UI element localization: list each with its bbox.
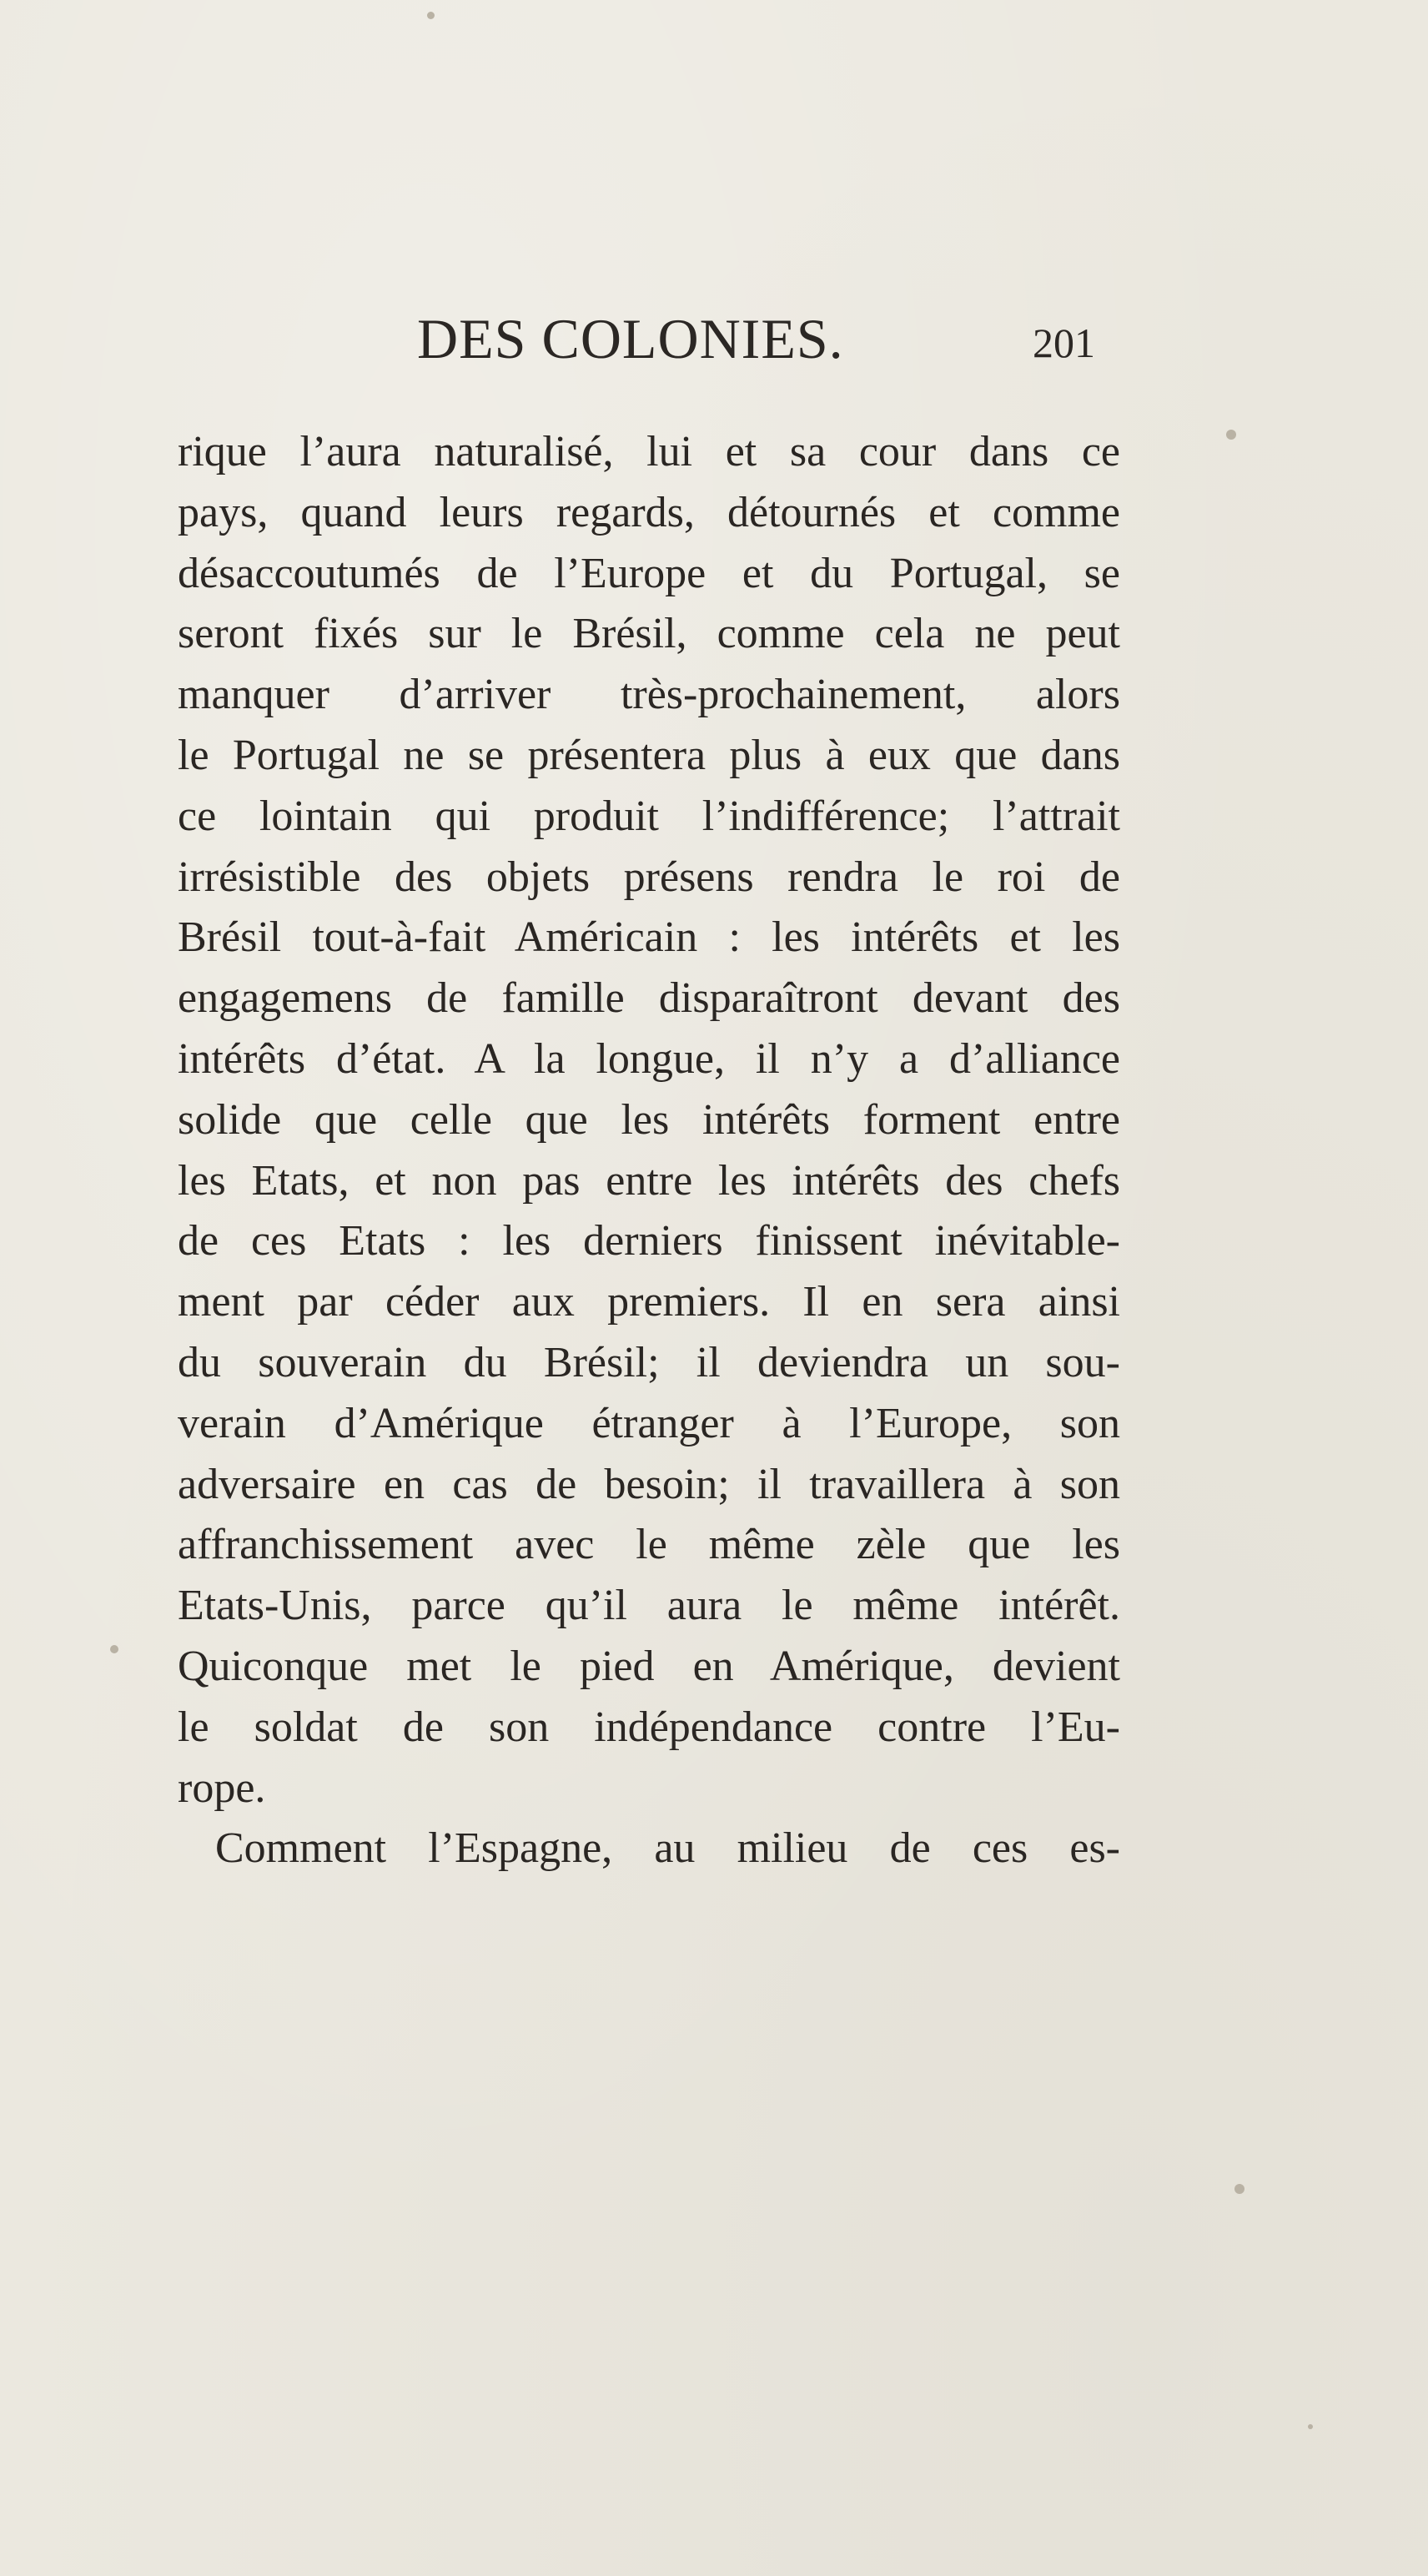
text-line: seront fixés sur le Brésil, comme cela ne peut	[178, 610, 1120, 658]
text-line: adversaire en cas de besoin; il travaillera à son	[178, 1460, 1120, 1508]
paper-speck	[1226, 430, 1236, 440]
text-line: rique l’aura naturalisé, lui et sa cour dans ce	[178, 428, 1120, 475]
text-line: Brésil tout-à-fait Américain : les intérêts et les	[178, 913, 1120, 962]
text-line: le soldat de son indépendance contre l’Eu-	[178, 1703, 1120, 1751]
text-line: les Etats, et non pas entre les intérêts des chefs	[178, 1156, 1120, 1205]
text-line: intérêts d’état. A la longue, il n’y a d’alliance	[178, 1034, 1120, 1083]
text-line: ment par céder aux premiers. Il en sera ainsi	[178, 1278, 1120, 1326]
body-text	[178, 422, 1120, 1879]
text-line: solide que celle que les intérêts forment entre	[178, 1095, 1120, 1144]
text-line: engagemens de famille disparaîtront devant des	[178, 974, 1120, 1023]
text-line: ce lointain qui produit l’indifférence; l’attrait	[178, 792, 1120, 840]
text-line: verain d’Amérique étranger à l’Europe, son	[178, 1399, 1120, 1447]
text-line: irrésistible des objets présens rendra le roi de	[178, 853, 1120, 901]
paper-speck	[110, 1645, 118, 1653]
paper-speck	[427, 12, 435, 19]
text-line: désaccoutumés de l’Europe et du Portugal, se	[178, 549, 1120, 597]
text-line: manquer d’arriver très-prochainement, alors	[178, 671, 1120, 719]
text-line-paragraph-start: Comment l’Espagne, au milieu de ces es-	[215, 1824, 1120, 1873]
text-line: du souverain du Brésil; il deviendra un sou-	[178, 1338, 1120, 1386]
text-line: Etats-Unis, parce qu’il aura le même intérêt.	[178, 1582, 1120, 1630]
running-head: DES COLONIES.	[417, 307, 844, 370]
paper-speck	[1234, 2184, 1244, 2194]
text-line: Quiconque met le pied en Amérique, devient	[178, 1642, 1120, 1690]
text-line: pays, quand leurs regards, détournés et comme	[178, 488, 1120, 536]
text-line: affranchissement avec le même zèle que les	[178, 1521, 1120, 1569]
text-line: de ces Etats : les derniers finissent inévitable-	[178, 1217, 1120, 1265]
text-line-paragraph-end: rope.	[178, 1763, 266, 1812]
page-number: 201	[1033, 319, 1095, 366]
text-line: le Portugal ne se présentera plus à eux que dans	[178, 731, 1120, 779]
paper-speck	[1308, 2424, 1313, 2429]
